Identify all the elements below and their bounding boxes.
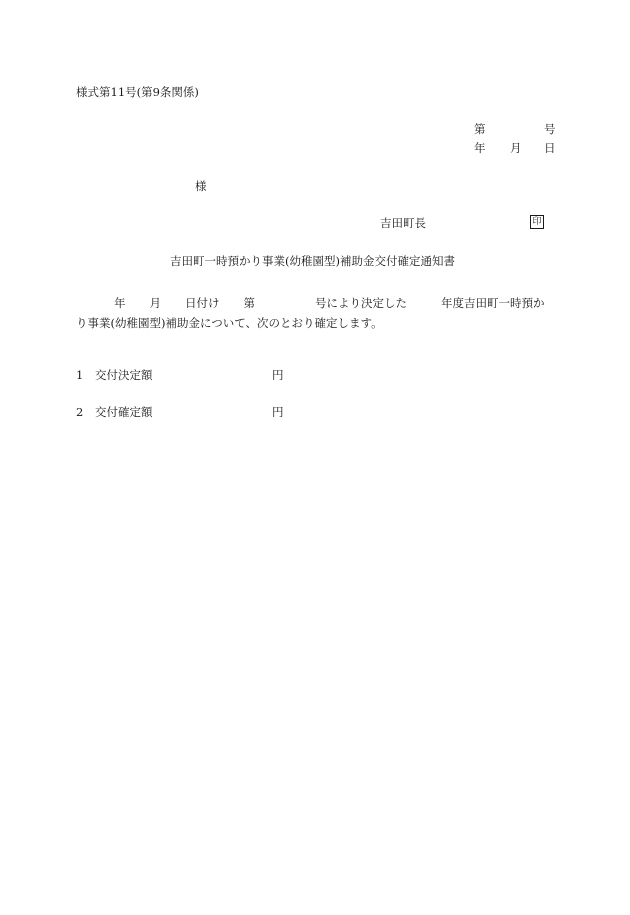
issuer-name: 吉田町長 — [380, 216, 426, 230]
body-month: 月 — [149, 296, 161, 310]
item-2-label: 交付確定額 — [95, 405, 153, 419]
addressee-suffix: 様 — [195, 179, 207, 193]
body-dated: 日付け — [185, 296, 220, 310]
item-2-number: 2 — [76, 405, 84, 419]
date-day-label: 日 — [544, 141, 556, 155]
body-dai: 第 — [243, 296, 255, 310]
body-go-phrase: 号により決定した — [315, 296, 407, 310]
item-1-number: 1 — [76, 368, 84, 382]
date-month-label: 月 — [510, 141, 522, 155]
item-2-unit: 円 — [272, 405, 284, 419]
form-number: 様式第11号(第9条関係) — [76, 85, 199, 99]
ref-go-label: 号 — [544, 122, 556, 136]
body-year: 年 — [114, 296, 126, 310]
body-paragraph — [76, 293, 556, 333]
seal-mark: 印 — [530, 215, 544, 229]
date-year-label: 年 — [474, 141, 486, 155]
body-nendo-phrase: 年度吉田町一時預か — [441, 296, 545, 310]
document-title: 吉田町一時預かり事業(幼稚園型)補助金交付確定通知書 — [170, 254, 455, 268]
item-1-unit: 円 — [272, 368, 284, 382]
body-line2: り事業(幼稚園型)補助金について、次のとおり確定します。 — [76, 316, 383, 330]
item-1-label: 交付決定額 — [95, 368, 153, 382]
ref-dai-label: 第 — [474, 122, 486, 136]
